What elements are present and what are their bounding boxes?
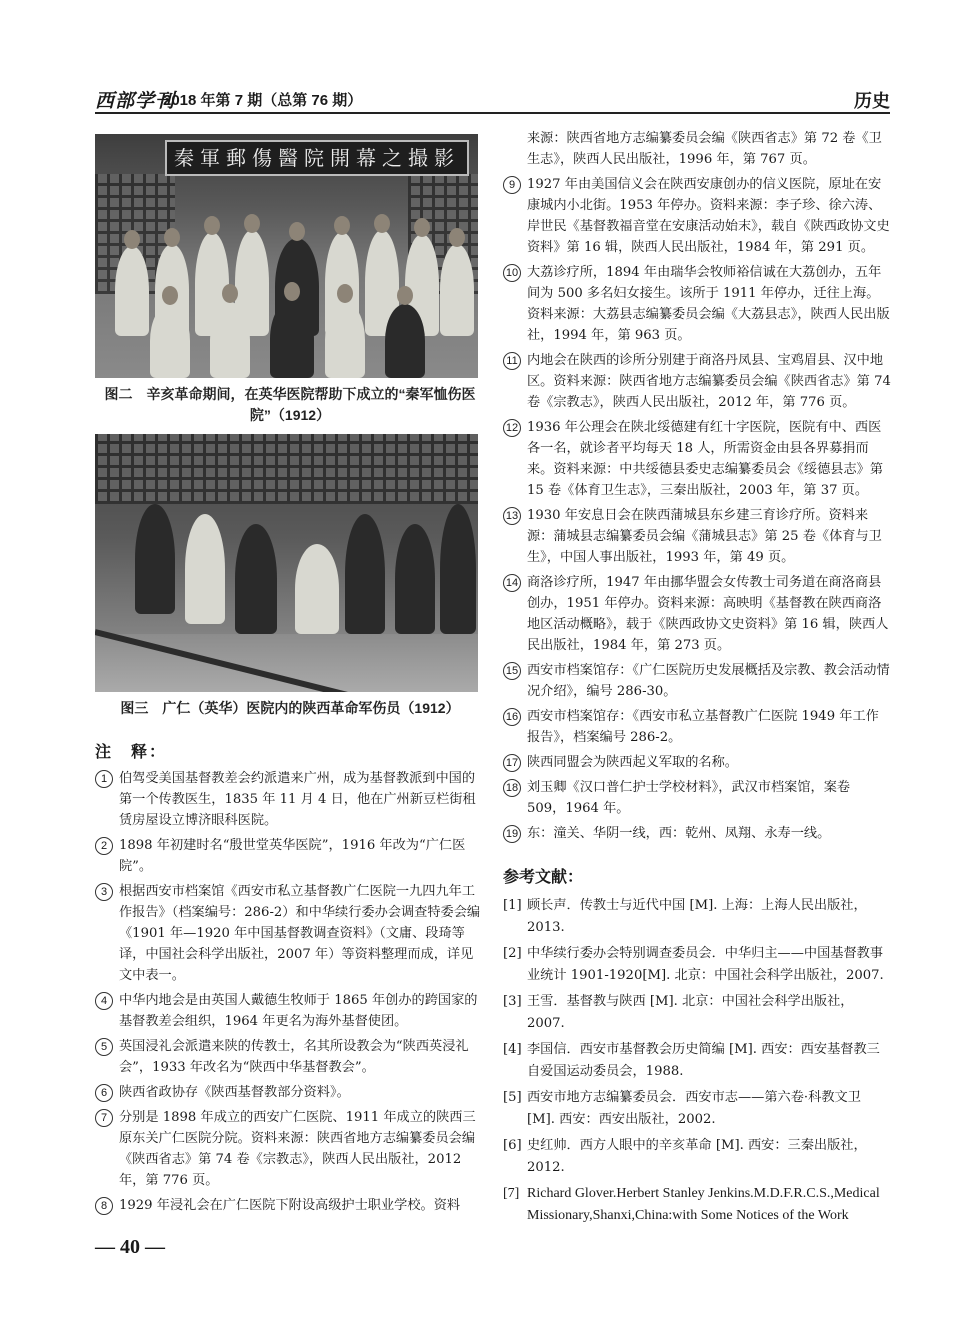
references-title: 参考文献： xyxy=(503,869,584,886)
footnote-12: 12 1936 年公理会在陕北绥德建有红十字医院，医院有中、西医各一名，就诊者平均每天 18 人，所需资金由县各界募捐而来。资料来源：中共绥德县委史志编纂委员会《绥德县志》第 15 卷《体育卫生志》，三秦出版社，2003 年，第 37 页。 xyxy=(503,417,891,501)
page-number: — 40 — xyxy=(95,1236,165,1258)
person xyxy=(345,514,385,634)
notes-title: 注 释： xyxy=(95,744,168,761)
footnote-4: 4 中华内地会是由英国人戴德生牧师于 1865 年创办的跨国家的基督教差会组织，1964 年更名为海外基督使团。 xyxy=(95,990,485,1032)
footnote-17: 17 陕西同盟会为陕西起义军取的名称。 xyxy=(503,752,891,773)
footnote-1: 1 伯驾受美国基督教差会约派遣来广州，成为基督教派到中国的第一个传教医生，1835 年 11 月 4 日，他在广州新豆栏街租赁房屋设立博济眼科医院。 xyxy=(95,768,485,831)
footnote-2: 2 1898 年初建时名“殷世堂英华医院”，1916 年改为“广仁医院”。 xyxy=(95,835,485,877)
footnote-6: 6 陕西省政协存《陕西基督教部分资料》。 xyxy=(95,1082,485,1103)
person xyxy=(150,304,190,378)
reference-2: [2] 中华续行委办会特别调查委员会．中华归主——中国基督教事业统计 1901-1920[M]. 北京：中国社会科学出版社，2007. xyxy=(503,946,884,983)
reference-4: [4] 李国信．西安市基督教会历史简编 [M]. 西安：西安基督教三自爱国运动委员会，1988. xyxy=(503,1042,880,1079)
journal-masthead: 西部学刊 xyxy=(95,90,176,112)
person xyxy=(270,300,314,378)
person xyxy=(185,514,225,624)
section-title: 历史 xyxy=(854,91,890,111)
footnote-16: 16 西安市档案馆存：《西安市私立基督教广仁医院 1949 年工作报告》，档案编号 286-2。 xyxy=(503,706,891,748)
footnote-18: 18 刘玉卿《汉口普仁护士学校材料》，武汉市档案馆，案卷 509，1964 年。 xyxy=(503,777,891,819)
person xyxy=(115,246,149,336)
person xyxy=(295,544,339,634)
reference-6: [6] 史红帅．西方人眼中的辛亥革命 [M]. 西安：三秦出版社，2012. xyxy=(503,1138,867,1175)
figure-2-caption: 图二 辛亥革命期间，在英华医院帮助下成立的“秦军恤伤医院”（1912） xyxy=(104,386,476,423)
reference-1: [1] 顾长声．传教士与近代中国 [M]. 上海：上海人民出版社，2013. xyxy=(503,898,867,935)
header-rule xyxy=(95,112,890,114)
footnote-3: 3 根据西安市档案馆《西安市私立基督教广仁医院一九四九年工作报告》（档案编号：286-2）和中华续行委办会调查特委会编《1901 年—1920 年中国基督教调查资料》（文庸、段琦等译，中国社会科学出版社，2007 年）等资料整理而成，详见文中表一。 xyxy=(95,881,485,986)
reference-5: [5] 西安市地方志编纂委员会．西安市志——第六卷·科教文卫 [M]. 西安：西安出版社，2002. xyxy=(503,1090,861,1127)
footnote-15: 15 西安市档案馆存：《广仁医院历史发展概括及宗教、教会活动情况介绍》，编号 286-30。 xyxy=(503,660,891,702)
person xyxy=(210,302,250,378)
person xyxy=(325,302,365,378)
footnote-13: 13 1930 年安息日会在陕西蒲城县东乡建三育诊疗所。资料来源：蒲城县志编纂委员会编《蒲城县志》第 25 卷《体育与卫生》，中国人事出版社，1993 年，第 49 页。 xyxy=(503,505,891,568)
issue-info: 2018 年第 7 期（总第 76 期） xyxy=(163,92,363,109)
footnote-11: 11 内地会在陕西的诊所分别建于商洛丹凤县、宝鸡眉县、汉中地区。资料来源：陕西省地方志编纂委员会编《陕西省志》第 74 卷《宗教志》，陕西人民出版社，2012 年，第 776 页。 xyxy=(503,350,891,413)
reference-3: [3] 王雪．基督教与陕西 [M]. 北京：中国社会科学出版社，2007. xyxy=(503,994,854,1031)
footnote-9: 9 1927 年由美国信义会在陕西安康创办的信义医院，原址在安康城内小北街。1953 年停办。资料来源：李子珍、徐六涛、岸世民《基督教福音堂在安康活动始末》，载自《陕西政协文史资料》第 16 辑，陕西人民出版社，1984 年，第 291 页。 xyxy=(503,174,891,258)
footnote-10: 10 大荔诊疗所，1894 年由瑞华会牧师裕信诚在大荔创办，五年间为 500 多名妇女接生。该所于 1911 年停办，迁往上海。资料来源：大荔县志编纂委员会编《大荔县志》，陕西人民出版社，1994 年，第 963 页。 xyxy=(503,262,891,346)
footnote-19: 19 东：潼关、华阴一线，西：乾州、凤翔、永寿一线。 xyxy=(503,823,891,844)
footnote-8: 8 1929 年浸礼会在广仁医院下附设高级护士职业学校。资料 xyxy=(95,1195,485,1216)
footnote-5: 5 英国浸礼会派遣来陕的传教士，名其所设教会为“陕西英浸礼会”，1933 年改名为“陕西中华基督教会”。 xyxy=(95,1036,485,1078)
footnote-7: 7 分别是 1898 年成立的西安广仁医院、1911 年成立的陕西三原东关广仁医院分院。资料来源：陕西省地方志编纂委员会编《陕西省志》第 74 卷《宗教志》，陕西人民出版社，2012 年，第 776 页。 xyxy=(95,1107,485,1191)
page-header xyxy=(95,84,890,114)
figure-3-caption: 图三 广仁（英华）医院内的陕西革命军伤员（1912） xyxy=(120,700,460,716)
person xyxy=(385,304,425,378)
right-column xyxy=(503,128,891,1231)
reference-7: [7] Richard Glover.Herbert Stanley Jenkins.M.D.F.R.C.S.,Medical Missionary,Shanxi,China:with Some Notices of the Work xyxy=(503,1186,880,1223)
hospital-banner: 秦軍郵傷醫院開幕之撮影 xyxy=(165,140,469,176)
window-lattice xyxy=(95,434,478,504)
person xyxy=(440,244,474,336)
figure-2-photo xyxy=(95,134,478,378)
person xyxy=(235,524,277,634)
person xyxy=(135,504,175,614)
footnote-14: 14 商洛诊疗所，1947 年由挪华盟会女传教士司务道在商洛商县创办，1951 年停办。资料来源：高映明《基督教在陕西商洛地区活动概略》，载于《陕西政协文史资料》第 16 辑，陕西人民出版社，1984 年，第 273 页。 xyxy=(503,572,891,656)
footnote-8-continued: 来源：陕西省地方志编纂委员会编《陕西省志》第 72 卷《卫生志》，陕西人民出版社，1996 年，第 767 页。 xyxy=(527,131,882,167)
left-column xyxy=(95,134,485,1220)
person xyxy=(440,504,476,634)
person xyxy=(395,524,435,634)
figure-3-photo xyxy=(95,434,478,692)
